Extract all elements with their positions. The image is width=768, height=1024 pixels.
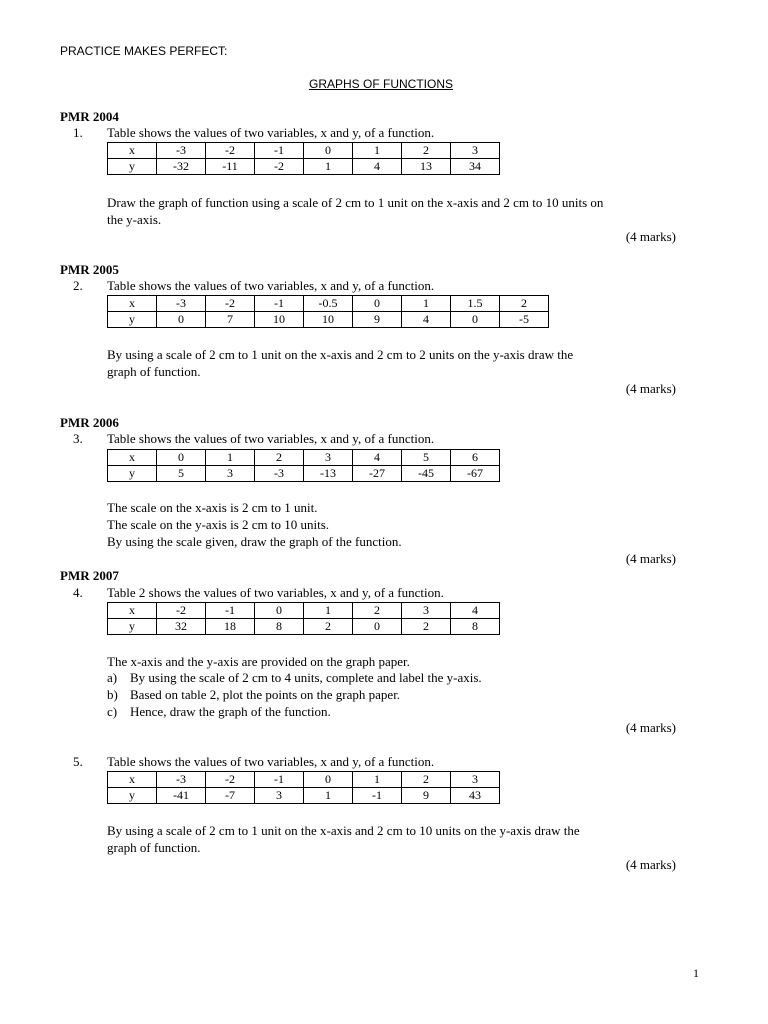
question-intro: Table shows the values of two variables, x and y, of a function. — [107, 431, 435, 446]
table-cell: 1 — [304, 603, 353, 619]
table-cell: 2 — [255, 450, 304, 466]
question-text: Draw the graph of function using a scale of 2 cm to 1 unit on the x-axis and 2 cm to 10 units on — [107, 195, 604, 210]
table-row — [108, 312, 549, 328]
table-cell: 9 — [353, 312, 402, 328]
table-cell: 1 — [353, 772, 402, 788]
table-row — [108, 788, 500, 804]
table-cell: 1 — [353, 143, 402, 159]
table-cell: 34 — [451, 159, 500, 175]
sub-question-label: b) — [107, 687, 118, 702]
table-cell: 2 — [304, 619, 353, 635]
table-cell: 4 — [402, 312, 451, 328]
table-cell: -27 — [353, 466, 402, 482]
marks-label: (4 marks) — [625, 551, 676, 566]
sub-question — [107, 704, 482, 721]
table-cell: 4 — [353, 450, 402, 466]
table-cell: 10 — [255, 312, 304, 328]
table-row-header: y — [108, 466, 157, 482]
table-cell: 3 — [451, 143, 500, 159]
section-heading: PMR 2006 — [60, 415, 119, 430]
values-table — [107, 295, 549, 328]
table-cell: -13 — [304, 466, 353, 482]
question-text: The scale on the y-axis is 2 cm to 10 units. — [107, 517, 330, 532]
table-cell: 0 — [353, 619, 402, 635]
question-text: The scale on the x-axis is 2 cm to 1 unit. — [107, 500, 318, 515]
table-cell: 13 — [402, 159, 451, 175]
question-number: 4. — [73, 585, 83, 600]
table-cell: 6 — [451, 450, 500, 466]
table-row-header: y — [108, 312, 157, 328]
table-cell: -45 — [402, 466, 451, 482]
table-cell: 32 — [157, 619, 206, 635]
section-heading: PMR 2007 — [60, 568, 119, 583]
sub-question-label: a) — [107, 670, 118, 685]
table-cell: -67 — [451, 466, 500, 482]
table-cell: 2 — [402, 772, 451, 788]
table-cell: -3 — [157, 296, 206, 312]
table-cell: 2 — [353, 603, 402, 619]
values-table — [107, 771, 500, 804]
table-cell: 3 — [451, 772, 500, 788]
table-cell: 7 — [206, 312, 255, 328]
table-row-header: x — [108, 296, 157, 312]
question-intro: Table shows the values of two variables, x and y, of a function. — [107, 754, 435, 769]
table-cell: -1 — [255, 296, 304, 312]
table-cell: 8 — [255, 619, 304, 635]
values-table — [107, 602, 500, 635]
table-cell: -1 — [255, 143, 304, 159]
table-cell: 3 — [304, 450, 353, 466]
table-row — [108, 603, 500, 619]
table-cell: -3 — [255, 466, 304, 482]
question-number: 2. — [73, 278, 83, 293]
question-number: 3. — [73, 431, 83, 446]
values-table — [107, 449, 500, 482]
table-row-header: x — [108, 143, 157, 159]
table-cell: 4 — [353, 159, 402, 175]
table-row — [108, 450, 500, 466]
table-row-header: y — [108, 788, 157, 804]
table-cell: 10 — [304, 312, 353, 328]
table-cell: 18 — [206, 619, 255, 635]
sub-question-text: By using the scale of 2 cm to 4 units, complete and label the y-axis. — [130, 670, 482, 685]
table-row — [108, 143, 500, 159]
question-text: By using a scale of 2 cm to 1 unit on the x-axis and 2 cm to 10 units on the y-axis draw the — [107, 823, 580, 838]
table-cell: 3 — [206, 466, 255, 482]
question-text: By using the scale given, draw the graph of the function. — [107, 534, 402, 549]
table-cell: 0 — [304, 772, 353, 788]
table-row — [108, 619, 500, 635]
table-cell: -7 — [206, 788, 255, 804]
table-cell: 3 — [402, 603, 451, 619]
sub-question-list — [107, 670, 482, 721]
table-row — [108, 159, 500, 175]
document-title: GRAPHS OF FUNCTIONS — [308, 77, 453, 91]
table-cell: -32 — [157, 159, 206, 175]
table-cell: -3 — [157, 143, 206, 159]
table-cell: -11 — [206, 159, 255, 175]
table-cell: 5 — [402, 450, 451, 466]
page-header: PRACTICE MAKES PERFECT: — [60, 44, 228, 58]
values-table — [107, 142, 500, 175]
table-row-header: x — [108, 772, 157, 788]
section-heading: PMR 2004 — [60, 109, 119, 124]
marks-label: (4 marks) — [625, 229, 676, 244]
sub-question — [107, 670, 482, 687]
table-cell: -2 — [206, 772, 255, 788]
table-cell: 1 — [304, 788, 353, 804]
table-cell: 0 — [353, 296, 402, 312]
table-cell: 0 — [304, 143, 353, 159]
table-cell: -41 — [157, 788, 206, 804]
marks-label: (4 marks) — [625, 857, 676, 872]
table-cell: 0 — [255, 603, 304, 619]
table-cell: 1 — [206, 450, 255, 466]
section-heading: PMR 2005 — [60, 262, 119, 277]
question-number: 1. — [73, 125, 83, 140]
table-row-header: y — [108, 619, 157, 635]
question-number: 5. — [73, 754, 83, 769]
table-cell: -2 — [206, 143, 255, 159]
question-text: By using a scale of 2 cm to 1 unit on the x-axis and 2 cm to 2 units on the y-axis draw the — [107, 347, 574, 362]
table-row — [108, 296, 549, 312]
sub-question-label: c) — [107, 704, 118, 719]
table-cell: 1.5 — [451, 296, 500, 312]
table-cell: 0 — [157, 450, 206, 466]
question-intro: Table shows the values of two variables, x and y, of a function. — [107, 125, 435, 140]
table-cell: 1 — [402, 296, 451, 312]
table-cell: -0.5 — [304, 296, 353, 312]
table-row-header: y — [108, 159, 157, 175]
question-text: graph of function. — [107, 840, 201, 855]
sub-question — [107, 687, 482, 704]
marks-label: (4 marks) — [625, 720, 676, 735]
question-text: The x-axis and the y-axis are provided on the graph paper. — [107, 654, 410, 669]
table-cell: 3 — [255, 788, 304, 804]
table-row-header: x — [108, 603, 157, 619]
table-cell: -1 — [206, 603, 255, 619]
table-cell: 5 — [157, 466, 206, 482]
table-cell: 4 — [451, 603, 500, 619]
table-cell: 2 — [402, 143, 451, 159]
marks-label: (4 marks) — [625, 381, 676, 396]
question-intro: Table 2 shows the values of two variables, x and y, of a function. — [107, 585, 444, 600]
table-cell: -5 — [500, 312, 549, 328]
table-row-header: x — [108, 450, 157, 466]
table-row — [108, 466, 500, 482]
question-intro: Table shows the values of two variables, x and y, of a function. — [107, 278, 435, 293]
table-cell: -2 — [206, 296, 255, 312]
table-cell: 1 — [304, 159, 353, 175]
table-cell: 8 — [451, 619, 500, 635]
table-cell: 2 — [500, 296, 549, 312]
table-cell: 0 — [451, 312, 500, 328]
sub-question-text: Hence, draw the graph of the function. — [130, 704, 331, 719]
table-row — [108, 772, 500, 788]
table-cell: 0 — [157, 312, 206, 328]
table-cell: -3 — [157, 772, 206, 788]
table-cell: 2 — [402, 619, 451, 635]
question-text: graph of function. — [107, 364, 201, 379]
sub-question-text: Based on table 2, plot the points on the graph paper. — [130, 687, 401, 702]
table-cell: 43 — [451, 788, 500, 804]
table-cell: -2 — [255, 159, 304, 175]
table-cell: -1 — [255, 772, 304, 788]
table-cell: -1 — [353, 788, 402, 804]
table-cell: -2 — [157, 603, 206, 619]
question-text: the y-axis. — [107, 212, 162, 227]
page-number: 1 — [693, 966, 699, 980]
table-cell: 9 — [402, 788, 451, 804]
